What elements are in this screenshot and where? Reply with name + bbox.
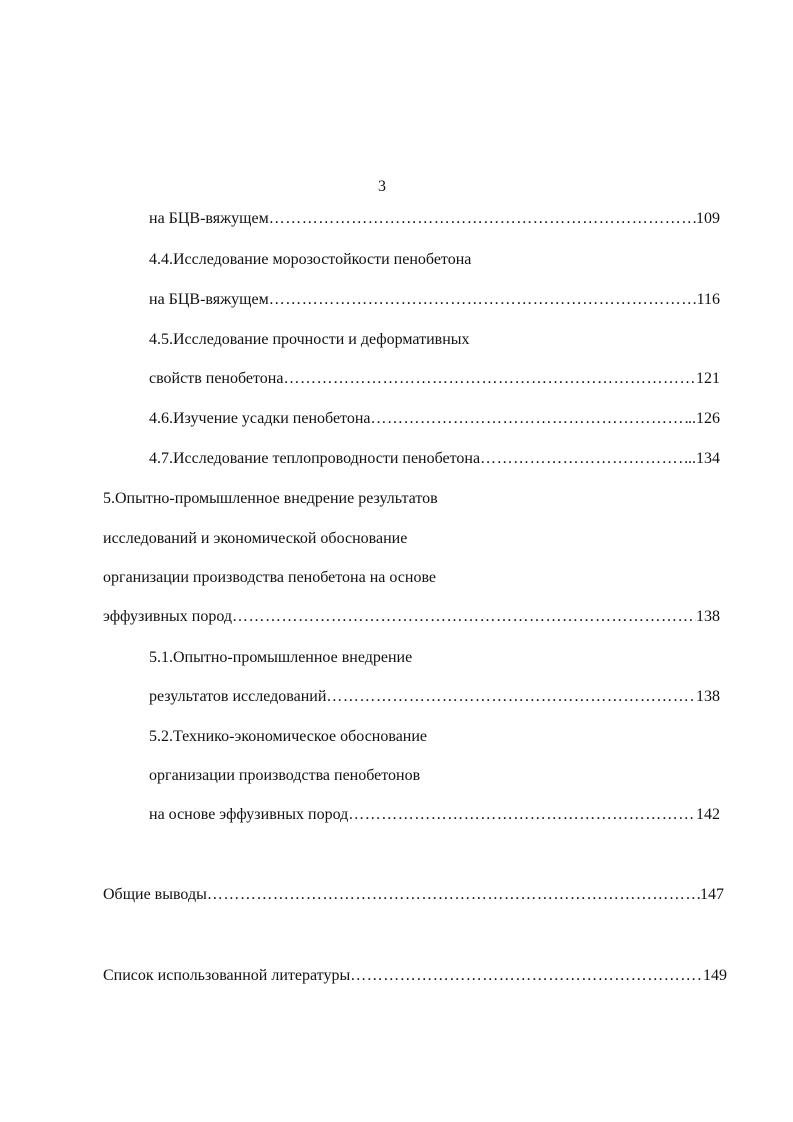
toc-entry-page: ..134 xyxy=(688,450,720,467)
toc-entry-page: 138 xyxy=(696,608,720,625)
toc-entry xyxy=(149,250,471,270)
toc-entry xyxy=(149,766,420,786)
toc-leader-dots xyxy=(480,449,688,469)
toc-entry-page: 116 xyxy=(696,291,720,308)
toc-entry-text: на БЦВ-вяжущем xyxy=(149,291,269,308)
toc-entry-text: Общие выводы xyxy=(103,886,207,903)
toc-entry-page: 147 xyxy=(700,886,724,903)
toc-entry-text: на БЦВ-вяжущем xyxy=(149,210,269,227)
toc-entry xyxy=(149,648,412,668)
toc-entry-page: 138 xyxy=(696,688,720,705)
toc-entry-page: 149 xyxy=(703,967,727,984)
toc-entry-text: на основе эффузивных пород xyxy=(149,806,349,823)
toc-entry-page: 121 xyxy=(696,370,720,387)
page-number: 3 xyxy=(378,178,386,195)
toc-entry-text: 5.2.Технико-экономическое обоснование xyxy=(149,728,428,745)
toc-entry-text: 4.6.Изучение усадки пенобетона xyxy=(149,410,371,427)
toc-entry-page: 109 xyxy=(696,210,720,227)
toc-entry xyxy=(149,687,720,707)
toc-leader-dots xyxy=(350,966,703,986)
toc-leader-dots xyxy=(283,369,696,389)
toc-leader-dots xyxy=(232,607,696,627)
toc-entry-text: организации производства пенобетонов xyxy=(149,767,421,784)
toc-entry-text: исследований и экономической обоснование xyxy=(103,530,408,547)
toc-entry xyxy=(103,489,438,509)
toc-entry xyxy=(149,330,470,350)
toc-leader-dots xyxy=(207,885,700,905)
toc-leader-dots xyxy=(269,209,696,229)
toc-entry xyxy=(103,885,724,905)
toc-entry-text: организации производства пенобетона на основе xyxy=(103,569,436,586)
toc-entry xyxy=(103,568,436,588)
toc-entry xyxy=(103,607,720,627)
toc-entry-text: свойств пенобетона xyxy=(149,370,284,387)
toc-entry-page: 142 xyxy=(696,806,720,823)
toc-entry xyxy=(149,290,720,310)
toc-entry xyxy=(149,449,720,469)
toc-entry-text: 4.5.Исследование прочности и деформативных xyxy=(149,331,470,348)
toc-leader-dots xyxy=(326,687,696,707)
toc-entry xyxy=(149,727,427,747)
toc-entry-text: результатов исследований xyxy=(149,688,327,705)
toc-entry-text: 4.7.Исследование теплопроводности пенобетона xyxy=(149,450,481,467)
toc-entry-text: эффузивных пород xyxy=(103,608,233,625)
toc-entry xyxy=(149,369,720,389)
toc-entry-text: 5.1.Опытно-промышленное внедрение xyxy=(149,649,413,666)
toc-entry-text: Список использованной литературы xyxy=(103,967,351,984)
toc-entry xyxy=(149,805,720,825)
toc-entry-page: ..126 xyxy=(688,410,720,427)
toc-leader-dots xyxy=(269,290,697,310)
toc-entry xyxy=(103,966,727,986)
toc-entry xyxy=(149,409,720,429)
toc-entry xyxy=(103,529,407,549)
toc-entry xyxy=(149,209,720,229)
toc-leader-dots xyxy=(348,805,696,825)
toc-entry-text: 5.Опытно-промышленное внедрение результатов xyxy=(103,490,438,507)
toc-leader-dots xyxy=(371,409,689,429)
toc-entry-text: 4.4.Исследование морозостойкости пенобетона xyxy=(149,251,472,268)
